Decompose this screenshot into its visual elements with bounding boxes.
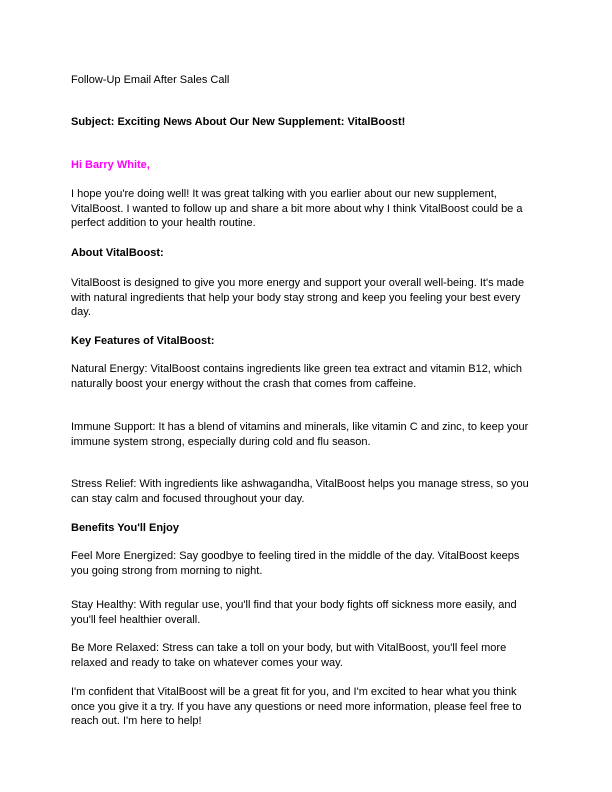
features-heading: Key Features of VitalBoost: bbox=[71, 335, 215, 347]
feature-item: Natural Energy: VitalBoost contains ingredients like green tea extract and vitamin B12, which naturally boost your energy without the crash that comes from caffeine. bbox=[71, 363, 523, 390]
about-heading: About VitalBoost: bbox=[71, 247, 164, 259]
feature-item: Stress Relief: With ingredients like ashwagandha, VitalBoost helps you manage stress, so you can stay calm and focused throughout your day. bbox=[71, 478, 529, 505]
benefit-item: Feel More Energized: Say goodbye to feeling tired in the middle of the day. VitalBoost keeps you going strong from morning to night. bbox=[71, 550, 520, 577]
benefit-item: Be More Relaxed: Stress can take a toll on your body, but with VitalBoost, you'll feel more relaxed and ready to take on whatever comes your way. bbox=[71, 642, 507, 669]
document-title: Follow-Up Email After Sales Call bbox=[71, 74, 230, 86]
closing-paragraph: I'm confident that VitalBoost will be a great fit for you, and I'm excited to hear what you think once you give it a try. If you have any questions or need more information, please feel free to reach out. I'm here to help! bbox=[71, 686, 522, 728]
about-paragraph: VitalBoost is designed to give you more energy and support your overall well-being. It's made with natural ingredients that help your body stay strong and keep you feeling your best every day. bbox=[71, 277, 525, 319]
greeting: Hi Barry White, bbox=[71, 159, 150, 171]
feature-item: Immune Support: It has a blend of vitamins and minerals, like vitamin C and zinc, to keep your immune system strong, especially during cold and flu season. bbox=[71, 421, 529, 448]
email-subject: Subject: Exciting News About Our New Supplement: VitalBoost! bbox=[71, 116, 406, 128]
benefit-item: Stay Healthy: With regular use, you'll find that your body fights off sickness more easily, and you'll feel healthier overall. bbox=[71, 599, 517, 626]
benefits-heading: Benefits You'll Enjoy bbox=[71, 522, 179, 534]
intro-paragraph: I hope you're doing well! It was great talking with you earlier about our new supplement, VitalBoost. I wanted to follow up and share a bit more about why I think VitalBoost could be a perfect addition to your health routine. bbox=[71, 188, 523, 230]
